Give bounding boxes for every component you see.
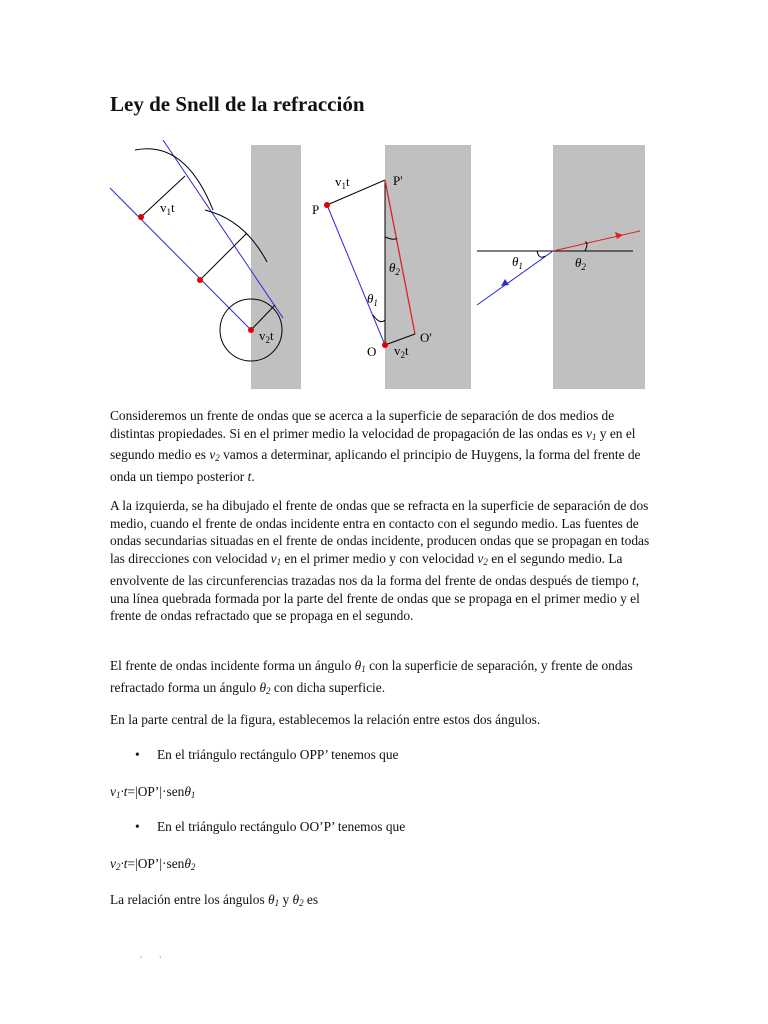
page-title: Ley de Snell de la refracción — [110, 92, 365, 116]
paragraph-1: Consideremos un frente de ondas que se acerca a la superficie de separación de dos medios de distintas propiedades. Si en el primer medio la velocidad de propagación de las ondas es $v_1$ y en el segundo medio es $v_2$ vamos a determinar, aplicando el principio de Huygens, la forma del frente de onda un tiempo posterior t. — [110, 408, 641, 485]
svg-text:v1t: $v_1t$ — [160, 200, 175, 217]
incident-front-center — [327, 205, 385, 345]
source-point-1 — [138, 214, 144, 220]
paragraph-2: A la izquierda, se ha dibujado el frente de ondas que se refracta en la superficie de separación de dos medio, cuando el frente de ondas incidente entra en contacto con el segundo medio. Las fuentes de ondas secundarias situadas en el frente de ondas incidente, producen ondas que se propagan en todas las direcciones con velocidad $v_1$ en el primer medio y con velocidad $v_2$ en el segundo medio. La envolvente de las circunferencias trazadas nos da la forma del frente de ondas después de tiempo t, una línea quebrada formada por la parte del frente de ondas que se propaga en el primer medio y el frente de ondas refractado que se propaga en el segundo. — [110, 498, 650, 624]
footer-marks: ' ' — [140, 955, 162, 966]
svg-text:θ1: $\theta_1$ — [512, 254, 523, 271]
svg-text:O: O — [367, 344, 377, 359]
medium-left — [251, 145, 301, 389]
svg-text:O': O' — [420, 330, 432, 345]
source-point-2 — [197, 277, 203, 283]
huygens-refraction-figure — [105, 140, 655, 395]
point-O — [382, 342, 388, 348]
bullet-icon: • — [135, 819, 140, 834]
point-P — [324, 202, 330, 208]
equation-2: $v_2\cdot t=|OP’|\cdot sen\theta_2$ — [110, 856, 196, 872]
left-diagram — [110, 140, 301, 389]
medium-right — [553, 145, 645, 389]
center-diagram — [312, 145, 471, 389]
svg-text:P': P' — [393, 173, 403, 188]
svg-text:v2t: $v_2t$ — [259, 328, 274, 345]
svg-text:θ1: $\theta_1$ — [367, 291, 378, 308]
svg-text:P: P — [312, 202, 320, 217]
bullet-item-2: • En el triángulo rectángulo OO’P’ tenemos que — [135, 819, 406, 834]
svg-text:θ2: $\theta_2$ — [575, 255, 586, 272]
svg-text:v1t: $v_1t$ — [335, 174, 350, 191]
source-point-3 — [248, 327, 254, 333]
paragraph-4: En la parte central de la figura, establecemos la relación entre estos dos ángulos. — [110, 712, 541, 727]
svg-text:v2t: $v_2t$ — [394, 343, 409, 360]
paragraph-5: La relación entre los ángulos $\theta_1$ y $\theta_2$ es — [110, 892, 319, 908]
right-diagram — [477, 145, 645, 389]
bullet-icon: • — [135, 747, 140, 762]
svg-text:θ2: $\theta_2$ — [389, 260, 400, 277]
bullet-item-1: • En el triángulo rectángulo OPP’ tenemos que — [135, 747, 399, 762]
incident-front-left — [110, 188, 251, 330]
equation-1: $v_1\cdot t=|OP’|\cdot sen\theta_1$ — [110, 784, 196, 800]
paragraph-3: El frente de ondas incidente forma un ángulo $\theta_1$ con la superficie de separación, y frente de ondas refractado forma un ángulo $\theta_2$ con dicha superficie. — [110, 658, 633, 696]
